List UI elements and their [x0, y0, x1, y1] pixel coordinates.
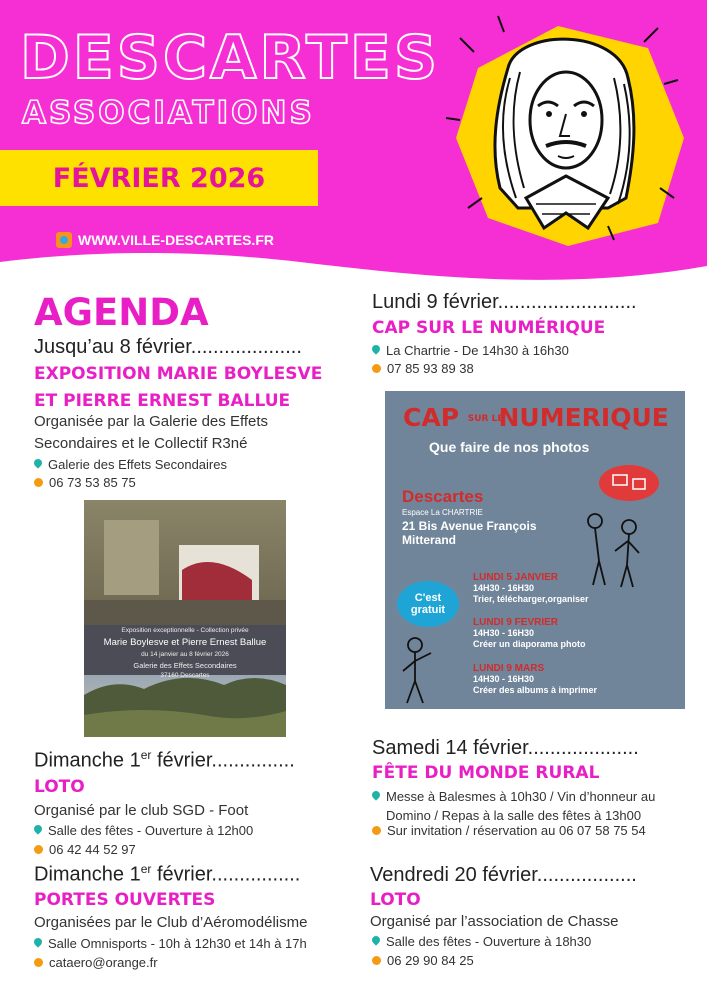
session-3 [473, 663, 597, 696]
exhibition-poster-image [84, 500, 286, 737]
phone-icon [372, 956, 381, 965]
poster-free-badge: C'est gratuit [397, 581, 459, 627]
event-contact[interactable] [34, 955, 158, 970]
event-contact [372, 823, 646, 838]
event-title: LOTO [34, 777, 85, 797]
event-date-dots: .................. [536, 864, 637, 886]
event-date-month: février [151, 863, 212, 886]
session-2 [473, 617, 586, 650]
phone-icon [372, 826, 381, 835]
session-date: LUNDI 5 JANVIER [473, 572, 559, 583]
location-pin-icon [372, 791, 380, 802]
event-description: Organisé par l’association de Chasse [370, 913, 619, 930]
event-place [34, 936, 307, 951]
poster-address: 21 Bis Avenue François Mitterand [402, 519, 537, 547]
event-place [34, 823, 253, 838]
poster-line-3: du 14 janvier au 8 février 2026 [141, 651, 229, 658]
event-date-dots: .................... [527, 737, 639, 759]
session-date: LUNDI 9 FEVRIER [473, 617, 559, 628]
phone-icon [34, 845, 43, 854]
website-link[interactable] [56, 232, 274, 248]
poster-town: Descartes [402, 487, 484, 506]
date-banner-text: FÉVRIER 2026 [52, 162, 266, 194]
phone-icon [34, 478, 43, 487]
event-description: Organisées par le Club d’Aéromodélisme [34, 914, 308, 931]
cap-numerique-poster [385, 391, 685, 709]
website-text: WWW.VILLE-DESCARTES.FR [78, 232, 274, 248]
date-banner [0, 150, 318, 206]
poster-line-2: Marie Boylesve et Pierre Ernest Ballue [103, 637, 267, 648]
event-place [34, 457, 227, 472]
event-place-text: La Chartrie - De 14h30 à 16h30 [386, 343, 569, 358]
poster-espace: Espace La CHARTRIE [402, 508, 483, 517]
event-date-text: Dimanche 1 [34, 749, 141, 772]
event-date-dots: ................ [211, 863, 301, 886]
event-date [34, 336, 302, 359]
event-description: Organisée par la Galerie des Effets Secondaires et le Collectif R3né [34, 413, 269, 452]
event-place-text: Galerie des Effets Secondaires [48, 457, 227, 472]
event-title: EXPOSITION MARIE BOYLESVE ET PIERRE ERNEST BALLUE [34, 364, 323, 411]
descartes-portrait-illustration [438, 8, 690, 253]
event-description: Organisé par le club SGD - Foot [34, 802, 249, 819]
header-subtitle: ASSOCIATIONS [22, 95, 315, 131]
session-topic: Trier, télécharger,organiser [473, 594, 589, 604]
location-pin-icon [34, 938, 42, 949]
event-date-text: Lundi 9 février [372, 291, 498, 313]
agenda-title: AGENDA [34, 291, 209, 334]
event-contact-text: Sur invitation / réservation au 06 07 58 75 54 [387, 823, 646, 838]
event-date-text: Dimanche 1 [34, 863, 141, 886]
event-date-dots: ............... [211, 749, 295, 772]
event-title: PORTES OUVERTES [34, 890, 216, 910]
poster-line-5: 37160 Descartes [160, 672, 210, 679]
event-contact [372, 361, 474, 376]
event-place-text: Salle des fêtes - Ouverture à 12h00 [48, 823, 254, 838]
event-date-text: Jusqu’au 8 février [34, 336, 191, 358]
event-title: LOTO [370, 890, 421, 910]
event-contact [34, 842, 136, 857]
event-date-dots: .................... [190, 336, 302, 358]
poster-sur-le-text: SUR LE [467, 413, 504, 424]
event-contact-text: 06 73 53 85 75 [49, 475, 136, 490]
event-contact [34, 475, 136, 490]
session-topic: Créer un diaporama photo [473, 639, 586, 649]
session-topic: Créer des albums à imprimer [473, 685, 598, 695]
event-date-month: février [151, 749, 212, 772]
session-time: 14H30 - 16H30 [473, 628, 535, 638]
event-title: FÊTE DU MONDE RURAL [372, 763, 600, 783]
people-sketch-icon [585, 461, 681, 591]
event-contact-text: 07 85 93 89 38 [387, 361, 474, 376]
event-place [372, 343, 569, 358]
event-date [34, 748, 295, 773]
poster-line-1: Exposition exceptionnelle - Collection privée [121, 627, 249, 634]
poster-heading [403, 403, 669, 432]
event-place [372, 934, 591, 949]
event-contact-email[interactable]: cataero@orange.fr [49, 955, 158, 970]
event-contact-text: 06 29 90 84 25 [387, 953, 474, 968]
event-date-sup: er [140, 862, 152, 876]
session-time: 14H30 - 16H30 [473, 674, 535, 684]
phone-icon [372, 364, 381, 373]
email-icon [34, 958, 43, 967]
location-pin-icon [372, 936, 380, 947]
poster-line-4: Galerie des Effets Secondaires [133, 661, 237, 670]
exhibition-poster-art [84, 500, 286, 737]
location-pin-icon [34, 825, 42, 836]
event-place-text: Salle Omnisports - 10h à 12h30 et 14h à 17h [48, 936, 307, 951]
header-title: DESCARTES [20, 23, 441, 93]
event-date [372, 737, 639, 760]
event-date [34, 862, 300, 887]
event-place-text: Salle des fêtes - Ouverture à 18h30 [386, 934, 592, 949]
person-sketch-icon [399, 635, 439, 705]
poster-cap-text: CAP [403, 403, 460, 432]
event-date-text: Vendredi 20 février [370, 864, 537, 886]
poster-subtitle: Que faire de nos photos [429, 439, 590, 455]
location-pin-icon [34, 459, 42, 470]
event-date-text: Samedi 14 février [372, 737, 528, 759]
event-title: CAP SUR LE NUMÉRIQUE [372, 318, 606, 338]
event-date-sup: er [140, 748, 152, 762]
session-1 [473, 572, 589, 605]
event-contact [372, 953, 474, 968]
town-logo-icon [56, 232, 72, 248]
session-time: 14H30 - 16H30 [473, 583, 535, 593]
poster-numerique-text: NUMERIQUE [498, 403, 669, 432]
event-place [372, 787, 677, 825]
event-place-text: Messe à Balesmes à 10h30 / Vin d’honneur au Domino / Repas à la salle des fêtes à 13h00 [386, 789, 656, 823]
event-contact-text: 06 42 44 52 97 [49, 842, 136, 857]
event-date [372, 291, 637, 314]
event-date [370, 864, 637, 887]
session-date: LUNDI 9 MARS [473, 663, 545, 674]
location-pin-icon [372, 345, 380, 356]
event-date-dots: ......................... [497, 291, 637, 313]
